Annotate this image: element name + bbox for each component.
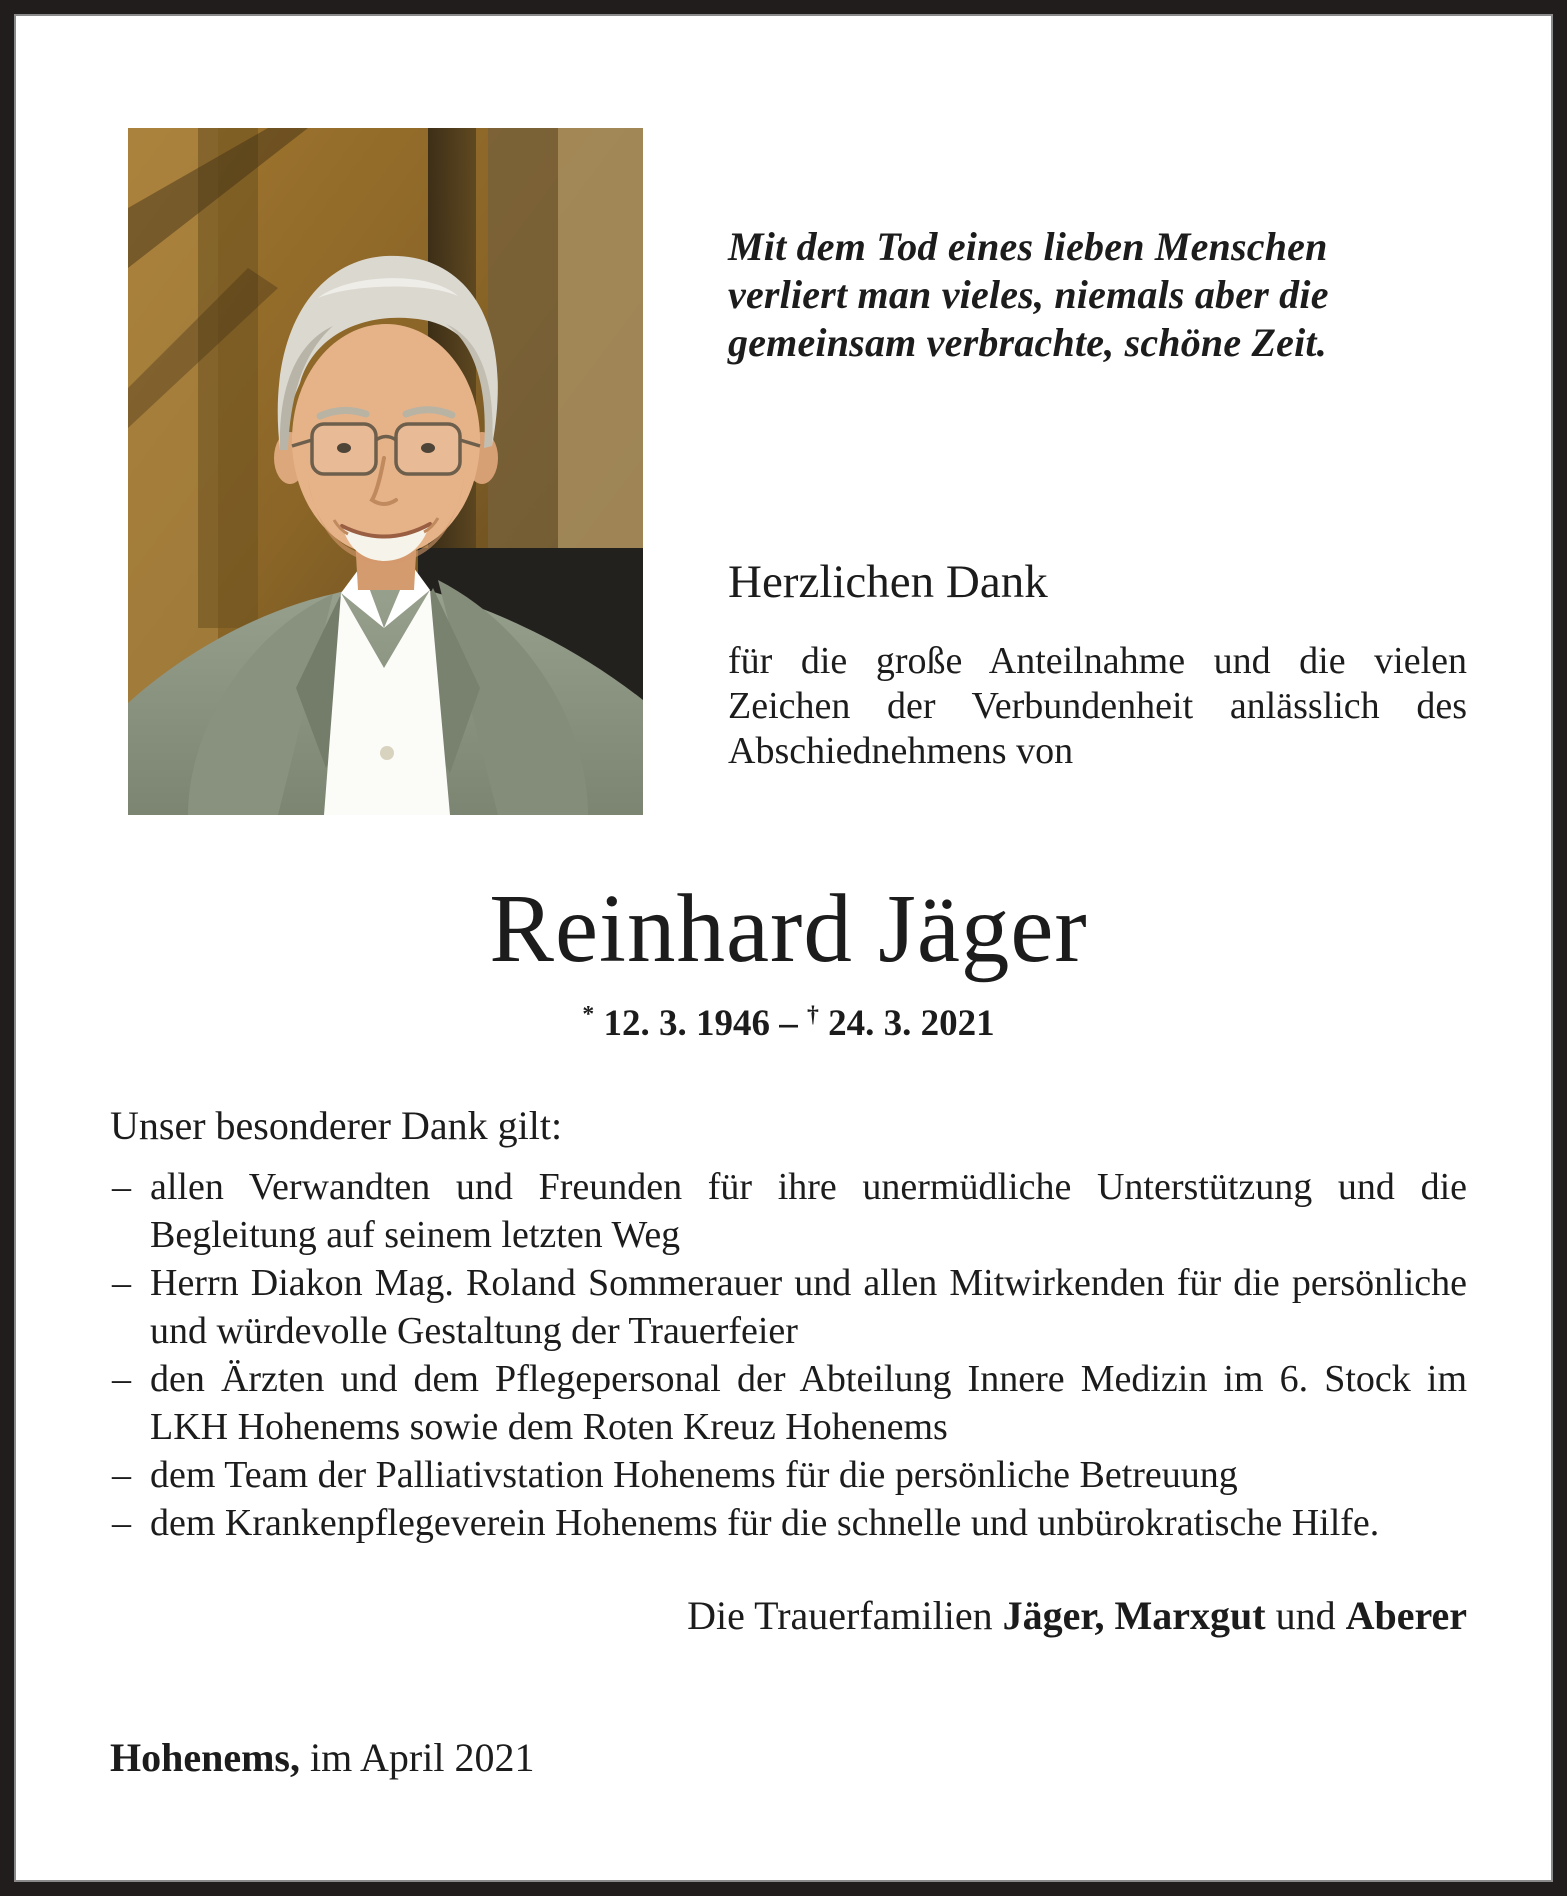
dates-separator: – [779, 1003, 798, 1044]
family-names-2: Aberer [1345, 1593, 1467, 1638]
list-item [110, 1163, 1467, 1259]
list-item [110, 1355, 1467, 1451]
list-item-text: dem Krankenpflegeverein Hohenems für die schnelle und unbürokratische Hilfe. [150, 1502, 1380, 1544]
list-dash-marker: – [112, 1166, 131, 1208]
condolence-quote [728, 223, 1467, 367]
intro-column [643, 128, 1467, 774]
death-symbol: † [807, 1001, 819, 1028]
thanks-paragraph: für die große Anteilnahme und die vielen Zeichen der Verbundenheit anlässlich des Abschiednehmens von [728, 640, 1467, 772]
families-conjunction: und [1275, 1593, 1336, 1638]
list-dash-marker: – [112, 1262, 131, 1304]
list-dash-marker: – [112, 1502, 131, 1544]
acknowledgement-intro: Unser besonderer Dank gilt: [110, 1103, 563, 1148]
portrait-photo-illustration [128, 128, 643, 815]
birth-symbol: * [582, 1001, 595, 1028]
families-prefix: Die Trauerfamilien [687, 1593, 993, 1638]
family-names-1: Jäger, Marxgut [1002, 1593, 1266, 1638]
mourning-families-line [110, 1593, 1467, 1639]
quote-line: gemeinsam verbrachte, schöne Zeit. [728, 320, 1327, 365]
deceased-name: Reinhard Jäger [489, 875, 1088, 982]
list-item [110, 1451, 1467, 1499]
top-section [110, 128, 1467, 815]
list-item-text: dem Team der Palliativstation Hohenems für die persönliche Betreuung [150, 1454, 1238, 1496]
acknowledgement-list [110, 1163, 1467, 1547]
portrait-photo [128, 128, 643, 815]
list-item-text: den Ärzten und dem Pflegepersonal der Abteilung Innere Medizin im 6. Stock im LKH Hohenems sowie dem Roten Kreuz Hohenems [150, 1358, 1467, 1448]
quote-line: verliert man vieles, niemals aber die [728, 272, 1329, 317]
death-date: 24. 3. 2021 [828, 1003, 995, 1044]
date-label: im April 2021 [310, 1735, 535, 1780]
birth-date: 12. 3. 1946 [603, 1003, 770, 1044]
thanks-heading: Herzlichen Dank [728, 556, 1048, 608]
card-content [14, 128, 1553, 1896]
life-dates [110, 1003, 1467, 1045]
list-dash-marker: – [112, 1454, 131, 1496]
list-dash-marker: – [112, 1358, 131, 1400]
place-date-line [110, 1735, 1467, 1781]
list-item-text: allen Verwandten und Freunden für ihre unermüdliche Unterstützung und die Begleitung auf seinem letzten Weg [150, 1166, 1467, 1256]
list-item [110, 1259, 1467, 1355]
list-item-text: Herrn Diakon Mag. Roland Sommerauer und allen Mitwirkenden für die persönliche und würdevolle Gestaltung der Trauerfeier [150, 1262, 1467, 1352]
quote-line: Mit dem Tod eines lieben Menschen [728, 224, 1328, 269]
place-label: Hohenems, [110, 1735, 300, 1780]
list-item [110, 1499, 1467, 1547]
